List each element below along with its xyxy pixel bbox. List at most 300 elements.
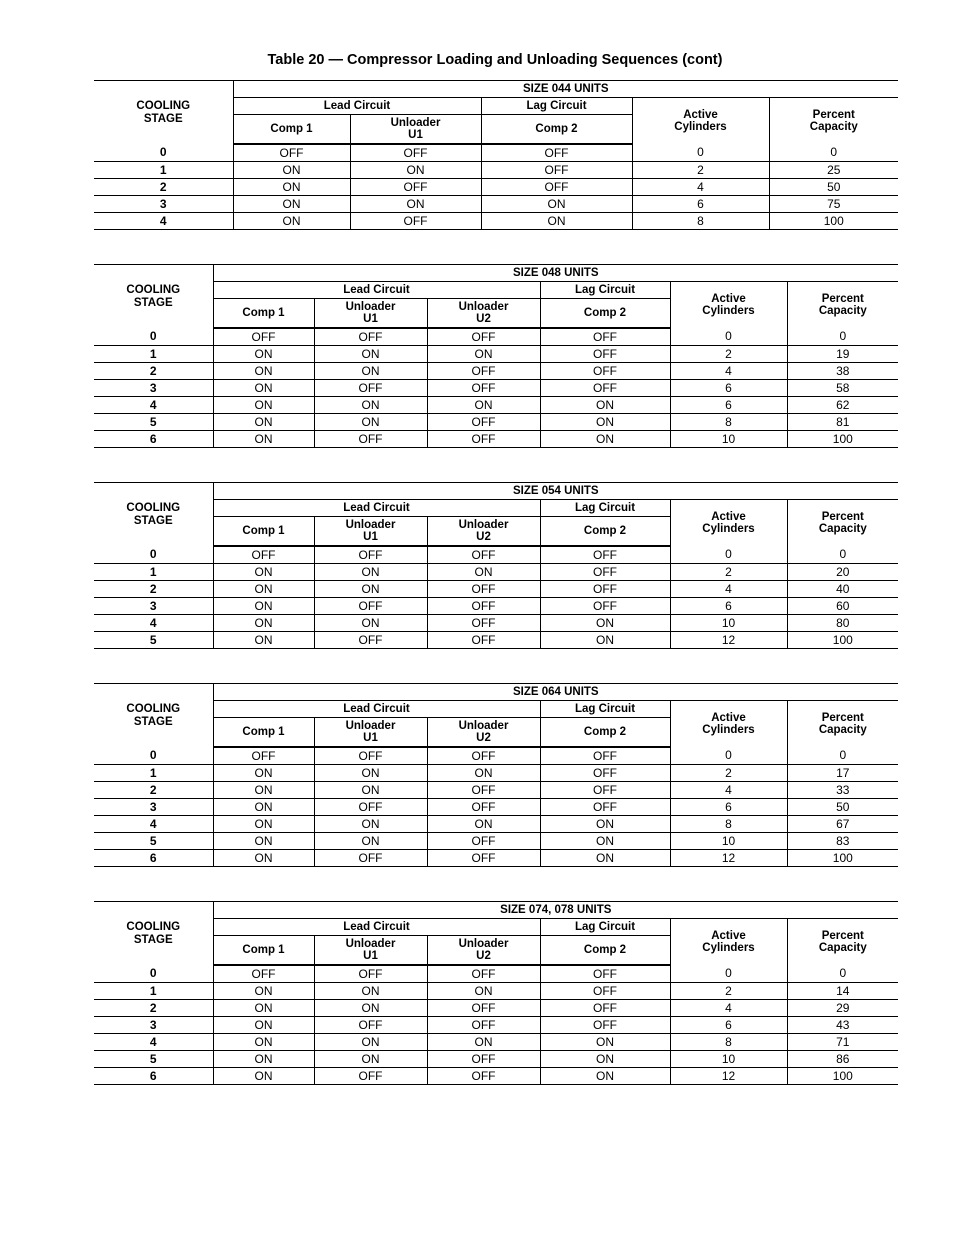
table-cell: ON xyxy=(427,1034,540,1051)
comp1-header: Comp 1 xyxy=(213,718,314,748)
table-cell: OFF xyxy=(314,598,427,615)
comp2-header: Comp 2 xyxy=(540,517,670,547)
stage-cell: 2 xyxy=(94,581,213,598)
table-cell: OFF xyxy=(213,546,314,564)
table-cell: ON xyxy=(213,850,314,867)
table-cell: ON xyxy=(213,564,314,581)
size-header: SIZE 064 UNITS xyxy=(213,684,898,701)
table-cell: OFF xyxy=(427,380,540,397)
table-cell: OFF xyxy=(213,965,314,983)
unloader-u2-header: Unloader U2 xyxy=(427,936,540,966)
table-cell: OFF xyxy=(540,346,670,363)
active-cylinders-header: Active Cylinders xyxy=(670,919,787,966)
table-cell: OFF xyxy=(350,179,481,196)
table-cell: 100 xyxy=(787,431,898,448)
table-cell: ON xyxy=(540,632,670,649)
table-cell: ON xyxy=(350,162,481,179)
unloader-u1-header: Unloader U1 xyxy=(350,115,481,145)
table-cell: ON xyxy=(213,799,314,816)
table-cell: 12 xyxy=(670,850,787,867)
table-cell: 10 xyxy=(670,833,787,850)
table-cell: 8 xyxy=(632,213,769,230)
table-cell: ON xyxy=(314,782,427,799)
table-row xyxy=(94,850,898,867)
table-cell: ON xyxy=(314,1051,427,1068)
table-cell: 8 xyxy=(670,816,787,833)
table-cell: ON xyxy=(314,1000,427,1017)
stage-cell: 6 xyxy=(94,1068,213,1085)
table-cell: ON xyxy=(540,1034,670,1051)
table-cell: ON xyxy=(427,983,540,1000)
table-row xyxy=(94,1051,898,1068)
active-cylinders-header: Active Cylinders xyxy=(670,282,787,329)
table-cell: ON xyxy=(213,363,314,380)
table-row xyxy=(94,1068,898,1085)
table-cell: ON xyxy=(213,1068,314,1085)
table-cell: OFF xyxy=(314,799,427,816)
unloader-u1-header: Unloader U1 xyxy=(314,718,427,748)
stage-cell: 4 xyxy=(94,397,213,414)
size-054-table xyxy=(94,482,898,649)
table-cell: ON xyxy=(540,397,670,414)
table-cell: ON xyxy=(213,1017,314,1034)
table-cell: ON xyxy=(233,179,350,196)
comp1-header: Comp 1 xyxy=(213,936,314,966)
table-row xyxy=(94,799,898,816)
table-cell: 8 xyxy=(670,1034,787,1051)
table-cell: ON xyxy=(427,564,540,581)
table-cell: OFF xyxy=(427,799,540,816)
comp2-header: Comp 2 xyxy=(481,115,632,145)
stage-cell: 1 xyxy=(94,162,233,179)
table-row xyxy=(94,162,898,179)
table-cell: 50 xyxy=(769,179,898,196)
stage-cell: 0 xyxy=(94,747,213,765)
size-header: SIZE 044 UNITS xyxy=(233,81,898,98)
table-cell: 50 xyxy=(787,799,898,816)
size-header: SIZE 074, 078 UNITS xyxy=(213,902,898,919)
table-cell: 12 xyxy=(670,632,787,649)
active-cylinders-header: Active Cylinders xyxy=(632,98,769,145)
table-cell: OFF xyxy=(427,363,540,380)
table-cell: OFF xyxy=(540,747,670,765)
table-cell: 67 xyxy=(787,816,898,833)
table-cell: OFF xyxy=(540,1000,670,1017)
table-cell: 100 xyxy=(787,1068,898,1085)
table-cell: OFF xyxy=(427,598,540,615)
table-cell: 6 xyxy=(632,196,769,213)
table-cell: 40 xyxy=(787,581,898,598)
table-row xyxy=(94,983,898,1000)
unloader-u2-header: Unloader U2 xyxy=(427,299,540,329)
table-row xyxy=(94,213,898,230)
table-cell: ON xyxy=(427,765,540,782)
table-cell: 6 xyxy=(670,1017,787,1034)
table-cell: OFF xyxy=(427,1000,540,1017)
table-cell: 6 xyxy=(670,397,787,414)
table-row xyxy=(94,546,898,564)
table-cell: ON xyxy=(213,431,314,448)
table-cell: OFF xyxy=(427,833,540,850)
stage-cell: 5 xyxy=(94,833,213,850)
table-cell: OFF xyxy=(540,765,670,782)
stage-cell: 1 xyxy=(94,983,213,1000)
table-cell: ON xyxy=(213,833,314,850)
table-cell: ON xyxy=(213,1051,314,1068)
table-cell: 29 xyxy=(787,1000,898,1017)
table-cell: 0 xyxy=(670,546,787,564)
lead-circuit-header: Lead Circuit xyxy=(213,282,540,299)
table-cell: OFF xyxy=(427,1051,540,1068)
table-cell: OFF xyxy=(481,179,632,196)
table-cell: 0 xyxy=(787,747,898,765)
table-cell: 58 xyxy=(787,380,898,397)
table-cell: ON xyxy=(233,162,350,179)
table-cell: 6 xyxy=(670,598,787,615)
table-cell: 10 xyxy=(670,615,787,632)
table-row xyxy=(94,816,898,833)
stage-cell: 6 xyxy=(94,850,213,867)
unloader-u1-header: Unloader U1 xyxy=(314,936,427,966)
table-row xyxy=(94,380,898,397)
table-cell: ON xyxy=(233,196,350,213)
table-cell: OFF xyxy=(427,431,540,448)
table-cell: 2 xyxy=(670,983,787,1000)
size-header: SIZE 048 UNITS xyxy=(213,265,898,282)
table-cell: OFF xyxy=(540,380,670,397)
unloader-u2-header: Unloader U2 xyxy=(427,517,540,547)
table-cell: ON xyxy=(314,615,427,632)
table-cell: ON xyxy=(540,1051,670,1068)
size-074-078-table xyxy=(94,901,898,1085)
stage-cell: 4 xyxy=(94,1034,213,1051)
table-cell: ON xyxy=(427,816,540,833)
table-cell: 25 xyxy=(769,162,898,179)
table-row xyxy=(94,1000,898,1017)
table-cell: OFF xyxy=(540,328,670,346)
table-row xyxy=(94,598,898,615)
table-cell: OFF xyxy=(427,581,540,598)
table-cell: OFF xyxy=(540,581,670,598)
table-cell: OFF xyxy=(540,598,670,615)
table-cell: 0 xyxy=(670,965,787,983)
table-cell: OFF xyxy=(481,144,632,162)
table-cell: ON xyxy=(350,196,481,213)
stage-cell: 0 xyxy=(94,328,213,346)
table-cell: 6 xyxy=(670,380,787,397)
table-cell: ON xyxy=(314,363,427,380)
table-cell: 19 xyxy=(787,346,898,363)
table-cell: OFF xyxy=(427,632,540,649)
table-cell: ON xyxy=(540,833,670,850)
lag-circuit-header: Lag Circuit xyxy=(540,919,670,936)
table-cell: 33 xyxy=(787,782,898,799)
stage-cell: 1 xyxy=(94,346,213,363)
stage-cell: 2 xyxy=(94,363,213,380)
lag-circuit-header: Lag Circuit xyxy=(481,98,632,115)
table-cell: OFF xyxy=(314,1017,427,1034)
table-row xyxy=(94,431,898,448)
table-cell: 2 xyxy=(670,346,787,363)
table-cell: 0 xyxy=(670,747,787,765)
table-cell: ON xyxy=(213,414,314,431)
comp1-header: Comp 1 xyxy=(213,517,314,547)
stage-cell: 6 xyxy=(94,431,213,448)
table-cell: 2 xyxy=(670,564,787,581)
table-cell: 20 xyxy=(787,564,898,581)
comp1-header: Comp 1 xyxy=(233,115,350,145)
stage-cell: 5 xyxy=(94,414,213,431)
table-cell: ON xyxy=(314,564,427,581)
stage-cell: 2 xyxy=(94,179,233,196)
table-cell: ON xyxy=(314,1034,427,1051)
lead-circuit-header: Lead Circuit xyxy=(213,919,540,936)
lag-circuit-header: Lag Circuit xyxy=(540,701,670,718)
stage-cell: 4 xyxy=(94,615,213,632)
stage-cell: 2 xyxy=(94,1000,213,1017)
table-cell: ON xyxy=(213,346,314,363)
table-cell: OFF xyxy=(350,213,481,230)
table-cell: OFF xyxy=(427,1017,540,1034)
table-cell: ON xyxy=(213,632,314,649)
percent-capacity-header: Percent Capacity xyxy=(787,919,898,966)
percent-capacity-header: Percent Capacity xyxy=(787,701,898,748)
table-row xyxy=(94,397,898,414)
table-cell: OFF xyxy=(213,328,314,346)
table-cell: 2 xyxy=(632,162,769,179)
comp1-header: Comp 1 xyxy=(213,299,314,329)
lead-circuit-header: Lead Circuit xyxy=(213,701,540,718)
table-cell: ON xyxy=(213,581,314,598)
table-cell: ON xyxy=(314,346,427,363)
table-cell: 0 xyxy=(670,328,787,346)
table-cell: ON xyxy=(540,431,670,448)
table-cell: 0 xyxy=(769,144,898,162)
table-cell: 4 xyxy=(670,1000,787,1017)
table-cell: OFF xyxy=(540,564,670,581)
table-cell: 12 xyxy=(670,1068,787,1085)
stage-cell: 3 xyxy=(94,1017,213,1034)
comp2-header: Comp 2 xyxy=(540,936,670,966)
table-row xyxy=(94,564,898,581)
comp2-header: Comp 2 xyxy=(540,299,670,329)
cooling-stage-header: COOLING STAGE xyxy=(94,483,213,547)
table-cell: ON xyxy=(213,397,314,414)
table-cell: 100 xyxy=(769,213,898,230)
table-cell: ON xyxy=(540,414,670,431)
table-cell: ON xyxy=(540,816,670,833)
table-cell: ON xyxy=(314,983,427,1000)
table-cell: OFF xyxy=(314,850,427,867)
table-cell: ON xyxy=(213,765,314,782)
table-cell: OFF xyxy=(540,1017,670,1034)
percent-capacity-header: Percent Capacity xyxy=(787,500,898,547)
table-row xyxy=(94,581,898,598)
table-row xyxy=(94,1034,898,1051)
table-row xyxy=(94,833,898,850)
table-cell: OFF xyxy=(314,546,427,564)
cooling-stage-header: COOLING STAGE xyxy=(94,684,213,748)
table-cell: ON xyxy=(314,833,427,850)
table-cell: ON xyxy=(213,782,314,799)
table-cell: OFF xyxy=(213,747,314,765)
table-cell: ON xyxy=(314,581,427,598)
table-cell: ON xyxy=(314,414,427,431)
table-cell: ON xyxy=(540,1068,670,1085)
table-cell: OFF xyxy=(540,363,670,380)
stage-cell: 4 xyxy=(94,816,213,833)
table-cell: OFF xyxy=(427,782,540,799)
table-cell: 6 xyxy=(670,799,787,816)
table-cell: 0 xyxy=(787,965,898,983)
stage-cell: 0 xyxy=(94,546,213,564)
lag-circuit-header: Lag Circuit xyxy=(540,500,670,517)
table-cell: 100 xyxy=(787,632,898,649)
table-cell: 38 xyxy=(787,363,898,380)
table-cell: 4 xyxy=(670,782,787,799)
table-cell: ON xyxy=(540,615,670,632)
table-cell: OFF xyxy=(427,328,540,346)
table-cell: OFF xyxy=(427,414,540,431)
size-044-table xyxy=(94,80,898,230)
table-cell: ON xyxy=(481,213,632,230)
lead-circuit-header: Lead Circuit xyxy=(213,500,540,517)
table-cell: ON xyxy=(427,397,540,414)
table-cell: ON xyxy=(213,816,314,833)
table-cell: OFF xyxy=(427,1068,540,1085)
table-cell: 8 xyxy=(670,414,787,431)
cooling-stage-header: COOLING STAGE xyxy=(94,902,213,966)
table-row xyxy=(94,414,898,431)
table-cell: ON xyxy=(314,397,427,414)
table-cell: ON xyxy=(314,816,427,833)
table-cell: ON xyxy=(213,1034,314,1051)
cooling-stage-header: COOLING STAGE xyxy=(94,265,213,329)
table-row xyxy=(94,363,898,380)
stage-cell: 0 xyxy=(94,144,233,162)
table-cell: OFF xyxy=(481,162,632,179)
table-row xyxy=(94,765,898,782)
table-cell: OFF xyxy=(314,431,427,448)
percent-capacity-header: Percent Capacity xyxy=(787,282,898,329)
table-cell: 10 xyxy=(670,431,787,448)
table-cell: OFF xyxy=(540,799,670,816)
active-cylinders-header: Active Cylinders xyxy=(670,701,787,748)
table-cell: ON xyxy=(314,765,427,782)
comp2-header: Comp 2 xyxy=(540,718,670,748)
unloader-u1-header: Unloader U1 xyxy=(314,517,427,547)
table-cell: OFF xyxy=(427,747,540,765)
table-cell: OFF xyxy=(314,380,427,397)
table-cell: OFF xyxy=(540,983,670,1000)
table-cell: OFF xyxy=(427,850,540,867)
table-row xyxy=(94,747,898,765)
table-cell: OFF xyxy=(540,965,670,983)
table-row xyxy=(94,179,898,196)
table-cell: 100 xyxy=(787,850,898,867)
table-cell: 0 xyxy=(787,546,898,564)
table-cell: ON xyxy=(213,983,314,1000)
table-cell: 17 xyxy=(787,765,898,782)
stage-cell: 1 xyxy=(94,564,213,581)
stage-cell: 5 xyxy=(94,632,213,649)
stage-cell: 3 xyxy=(94,380,213,397)
active-cylinders-header: Active Cylinders xyxy=(670,500,787,547)
stage-cell: 5 xyxy=(94,1051,213,1068)
stage-cell: 1 xyxy=(94,765,213,782)
unloader-u1-header: Unloader U1 xyxy=(314,299,427,329)
stage-cell: 2 xyxy=(94,782,213,799)
table-cell: 10 xyxy=(670,1051,787,1068)
table-cell: OFF xyxy=(314,328,427,346)
table-row xyxy=(94,328,898,346)
lag-circuit-header: Lag Circuit xyxy=(540,282,670,299)
lead-circuit-header: Lead Circuit xyxy=(233,98,481,115)
table-cell: OFF xyxy=(314,632,427,649)
table-cell: 0 xyxy=(787,328,898,346)
table-cell: ON xyxy=(233,213,350,230)
table-cell: ON xyxy=(213,598,314,615)
table-cell: 43 xyxy=(787,1017,898,1034)
unloader-u2-header: Unloader U2 xyxy=(427,718,540,748)
table-cell: 75 xyxy=(769,196,898,213)
table-row xyxy=(94,1017,898,1034)
table-cell: ON xyxy=(213,615,314,632)
table-cell: OFF xyxy=(314,1068,427,1085)
table-cell: 81 xyxy=(787,414,898,431)
table-cell: 62 xyxy=(787,397,898,414)
stage-cell: 3 xyxy=(94,196,233,213)
table-cell: ON xyxy=(540,850,670,867)
table-row xyxy=(94,144,898,162)
size-064-table xyxy=(94,683,898,867)
table-cell: OFF xyxy=(314,747,427,765)
table-cell: OFF xyxy=(427,965,540,983)
stage-cell: 3 xyxy=(94,598,213,615)
table-cell: 83 xyxy=(787,833,898,850)
table-cell: ON xyxy=(427,346,540,363)
table-cell: 86 xyxy=(787,1051,898,1068)
table-cell: 60 xyxy=(787,598,898,615)
table-row xyxy=(94,346,898,363)
table-cell: OFF xyxy=(427,615,540,632)
table-cell: OFF xyxy=(540,782,670,799)
table-cell: 4 xyxy=(632,179,769,196)
table-cell: ON xyxy=(213,1000,314,1017)
table-cell: 4 xyxy=(670,581,787,598)
stage-cell: 3 xyxy=(94,799,213,816)
table-cell: 71 xyxy=(787,1034,898,1051)
stage-cell: 4 xyxy=(94,213,233,230)
table-cell: 80 xyxy=(787,615,898,632)
table-cell: OFF xyxy=(314,965,427,983)
table-cell: ON xyxy=(481,196,632,213)
size-header: SIZE 054 UNITS xyxy=(213,483,898,500)
table-row xyxy=(94,782,898,799)
table-row xyxy=(94,965,898,983)
table-cell: OFF xyxy=(540,546,670,564)
table-cell: 2 xyxy=(670,765,787,782)
table-cell: OFF xyxy=(233,144,350,162)
page-title: Table 20 — Compressor Loading and Unloading Sequences (cont) xyxy=(267,52,723,68)
table-row xyxy=(94,196,898,213)
table-row xyxy=(94,632,898,649)
cooling-stage-header: COOLING STAGE xyxy=(94,81,233,145)
table-row xyxy=(94,615,898,632)
percent-capacity-header: Percent Capacity xyxy=(769,98,898,145)
stage-cell: 0 xyxy=(94,965,213,983)
table-cell: OFF xyxy=(350,144,481,162)
